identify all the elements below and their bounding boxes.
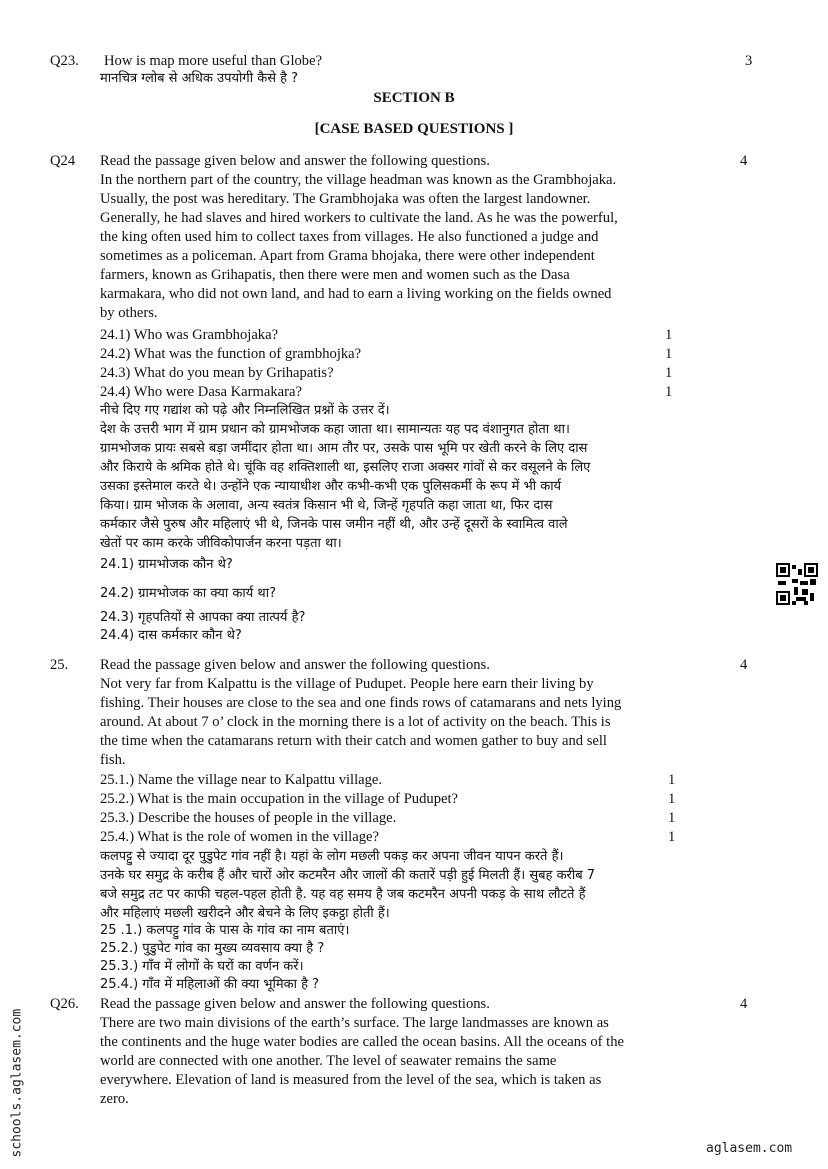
question-intro: Read the passage given below and answer the following questions. [100, 657, 490, 673]
passage-line: fish. [100, 752, 126, 768]
passage-line: Generally, he had slaves and hired workers to cultivate the land. As he was the powerful, [100, 210, 618, 226]
passage-line: farmers, known as Grihapatis, then there were men and women such as the Dasa [100, 267, 570, 283]
question-text-hindi: मानचित्र ग्लोब से अधिक उपयोगी कैसे है ? [100, 71, 299, 86]
sub-question-hindi: 25.2.) पुडुपेट गांव का मुख्य व्यवसाय क्या है ? [100, 941, 325, 956]
sub-question-marks: 1 [668, 772, 676, 788]
passage-line-hindi: कलपट्टु से ज्यादा दूर पुडुपेट गांव नहीं है। यहां के लोग मछली पकड़ कर अपना जीवन यापन करते हैं। [100, 849, 564, 864]
sub-question: 24.4) Who were Dasa Karmakara? [100, 384, 302, 400]
passage-line: Not very far from Kalpattu is the village of Pudupet. People here earn their living by [100, 676, 594, 692]
sub-question-hindi: 24.1) ग्रामभोजक कौन थे? [100, 557, 233, 572]
marks: 4 [740, 657, 748, 673]
passage-line-hindi: और किराये के श्रमिक होते थे। चूंकि वह शक्तिशाली था, इसलिए राजा अक्सर गांवों से कर वसूलने के लिए [100, 460, 591, 475]
sub-question-marks: 1 [668, 810, 676, 826]
passage-line-hindi: और महिलाएं मछली खरीदने और बेचने के लिए इकट्ठा होती हैं। [100, 906, 390, 921]
sub-question-hindi: 25 .1.) कलपट्टु गांव के पास के गांव का नाम बताएं। [100, 923, 350, 938]
passage-line: around. At about 7 o’ clock in the morning there is a lot of activity on the beach. This is [100, 714, 611, 730]
sub-question-hindi: 24.4) दास कर्मकार कौन थे? [100, 628, 242, 643]
question-number: Q26. [50, 996, 79, 1012]
passage-line: fishing. Their houses are close to the sea and one finds rows of catamarans and nets lying [100, 695, 622, 711]
sub-question-marks: 1 [668, 791, 676, 807]
sub-question: 24.2) What was the function of grambhojka? [100, 346, 362, 362]
passage-line-hindi: किया। ग्राम भोजक के अलावा, अन्य स्वतंत्र किसान भी थे, जिन्हें गृहपति कहा जाता था, फिर दास [100, 498, 553, 513]
passage-line-hindi: कर्मकार जैसे पुरुष और महिलाएं भी थे, जिनके पास जमीन नहीं थी, और उन्हें दूसरों के स्वामित्व वाले [100, 517, 568, 532]
sub-question-marks: 1 [665, 365, 673, 381]
passage-line: the continents and the huge water bodies are called the ocean basins. All the oceans of the [100, 1034, 624, 1050]
passage-line: the time when the catamarans return with their catch and women gather to buy and sell [100, 733, 607, 749]
sub-question-hindi: 24.2) ग्रामभोजक का क्या कार्य था? [100, 586, 276, 601]
sub-question: 24.3) What do you mean by Grihapatis? [100, 365, 334, 381]
sub-question: 25.3.) Describe the houses of people in the village. [100, 810, 397, 826]
qr-code-icon[interactable] [776, 563, 818, 605]
passage-line: world are connected with one another. The level of seawater remains the same [100, 1053, 557, 1069]
section-title: SECTION B [373, 90, 455, 106]
watermark-bottom: aglasem.com [706, 1141, 793, 1156]
passage-line-hindi: उसका इस्तेमाल करते थे। उन्होंने एक न्यायाधीश और कभी-कभी एक पुलिसकर्मी के रूप में भी कार्य [100, 479, 562, 494]
sub-question-marks: 1 [668, 829, 676, 845]
passage-line: In the northern part of the country, the village headman was known as the Grambhojaka. [100, 172, 617, 188]
sub-question-marks: 1 [665, 327, 673, 343]
passage-line: There are two main divisions of the earth’s surface. The large landmasses are known as [100, 1015, 609, 1031]
question-intro: Read the passage given below and answer the following questions. [100, 996, 490, 1012]
sub-question-marks: 1 [665, 346, 673, 362]
passage-line-hindi: नीचे दिए गए गद्यांश को पढ़े और निम्नलिखित प्रश्नों के उत्तर दें। [100, 403, 390, 418]
passage-line: everywhere. Elevation of land is measured from the level of the sea, which is taken as [100, 1072, 602, 1088]
passage-line: by others. [100, 305, 158, 321]
question-text: How is map more useful than Globe? [104, 53, 323, 69]
sub-question: 25.1.) Name the village near to Kalpattu village. [100, 772, 383, 788]
question-number: 25. [50, 657, 69, 673]
marks: 4 [740, 153, 748, 169]
sub-question: 25.2.) What is the main occupation in the village of Pudupet? [100, 791, 459, 807]
question-intro: Read the passage given below and answer the following questions. [100, 153, 490, 169]
marks: 3 [745, 53, 753, 69]
passage-line-hindi: ग्रामभोजक प्रायः सबसे बड़ा जमींदार होता था। आम तौर पर, उसके पास भूमि पर खेती करने के लिए दास [100, 441, 588, 456]
marks: 4 [740, 996, 748, 1012]
passage-line-hindi: खेतों पर काम करके जीविकोपार्जन करना पड़ता था। [100, 536, 342, 551]
passage-line-hindi: देश के उत्तरी भाग में ग्राम प्रधान को ग्रामभोजक कहा जाता था। सामान्यतः यह पद वंशानुगत होता था। [100, 422, 570, 437]
sub-question-marks: 1 [665, 384, 673, 400]
passage-line: karmakara, who did not own land, and had to earn a living working on the fields owned [100, 286, 612, 302]
watermark-vertical: schools.aglasem.com [9, 1008, 25, 1158]
sub-question: 24.1) Who was Grambhojaka? [100, 327, 279, 343]
question-number: Q24 [50, 153, 76, 169]
sub-question: 25.4.) What is the role of women in the village? [100, 829, 379, 845]
sub-question-hindi: 25.3.) गाँव में लोगों के घरों का वर्णन करें। [100, 959, 304, 974]
section-subtitle: [CASE BASED QUESTIONS ] [314, 121, 514, 137]
passage-line: Usually, the post was hereditary. The Grambhojaka was often the largest landowner. [100, 191, 591, 207]
passage-line-hindi: बजे समुद्र तट पर काफी चहल-पहल होती है. यह वह समय है जब कटमरैन अपनी पकड़ के साथ लौटते हैं [100, 887, 586, 902]
sub-question-hindi: 25.4.) गाँव में महिलाओं की क्या भूमिका है ? [100, 977, 320, 992]
sub-question-hindi: 24.3) गृहपतियों से आपका क्या तात्पर्य है? [100, 610, 306, 625]
question-number: Q23. [50, 53, 79, 69]
passage-line: zero. [100, 1091, 129, 1107]
passage-line-hindi: उनके घर समुद्र के करीब हैं और चारों ओर कटमरैन और जालों की कतारें पड़ी हुई मिलती हैं। सुबह करीब 7 [100, 868, 596, 883]
passage-line: sometimes as a policeman. Apart from Grama bhojaka, there were other independent [100, 248, 595, 264]
passage-line: the king often used him to collect taxes from villages. He also functioned a judge and [100, 229, 599, 245]
